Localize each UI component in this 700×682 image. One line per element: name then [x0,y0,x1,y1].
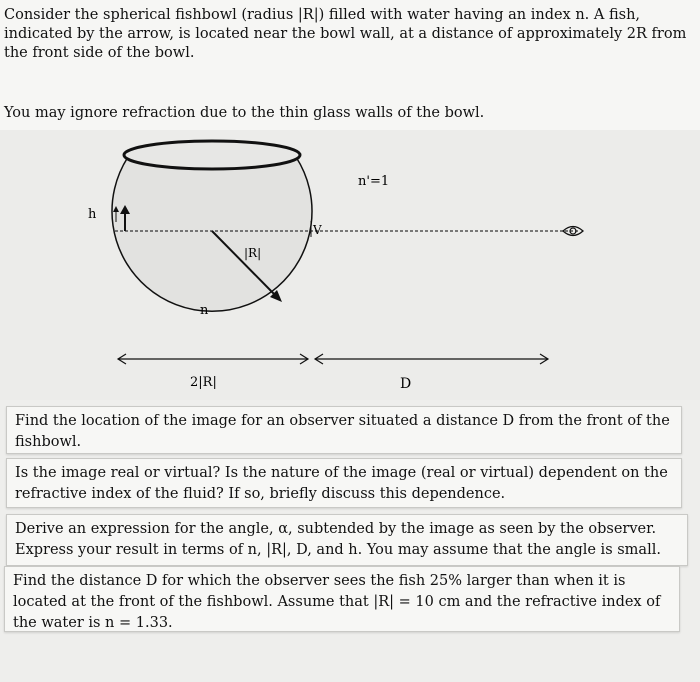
n-label: n [200,303,209,318]
question-distance-d: Find the distance D for which the observer sees the fish 25% larger than when it is located at the front of the fishbowl. Assume that |R| = 10 cm and the refractive index of the water is n = 1.33. [4,566,680,632]
two-r-label: 2|R| [190,375,217,390]
bowl-rim [124,141,300,169]
question-real-or-virtual: Is the image real or virtual? Is the nature of the image (real or virtual) dependent on the refractive index of the fluid? If so, briefly discuss this dependence. [6,458,682,508]
h-label: h [88,207,97,222]
d-label: D [400,376,412,392]
v-label: V [313,223,322,237]
question-subtended-angle: Derive an expression for the angle, α, subtended by the image as seen by the observer. Express your result in terms of n, |R|, D, and h. You may assume that the angle is small. [6,514,688,566]
n-prime-label: n'=1 [358,174,390,189]
fishbowl-diagram [0,130,700,400]
problem-note: You may ignore refraction due to the thin glass walls of the bowl. [4,105,485,121]
problem-intro: Consider the spherical fishbowl (radius |R|) filled with water having an index n. A fish, indicated by the arrow, is located near the bowl wall, at a distance of approximately 2R from the front side of the bowl. [4,7,687,61]
radius-label: |R| [244,246,262,260]
question-image-location: Find the location of the image for an observer situated a distance D from the front of the fishbowl. [6,406,682,454]
bowl-outline [112,157,312,311]
